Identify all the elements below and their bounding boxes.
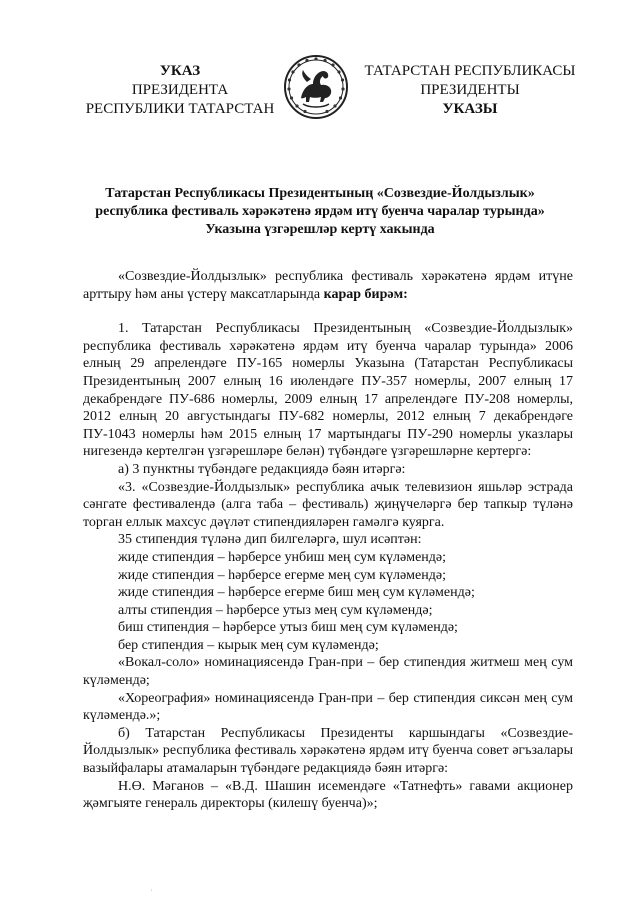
list-item: жиде стипендия – һәрберсе егерме мең сум күләмендә; xyxy=(118,567,446,583)
title-line-2: республика фестиваль хәрәкәтенә ярдәм итү буенча чаралар турында» xyxy=(95,204,545,219)
list-item: биш стипендия – һәрберсе утыз биш мең сум күләмендә; xyxy=(118,620,458,636)
preamble-text: «Созвездие-Йолдызлык» республика фестиваль хәрәкәтенә ярдәм итүне арттыру һәм аны үстерү максатларында xyxy=(83,269,573,302)
paragraph-vocal-grand-prix: «Вокал-соло» номинациясендә Гран-при – бер стипендия житмеш мең сум күләмендә; xyxy=(83,655,573,689)
header-left-line-3: РЕСПУБЛИКИ ТАТАРСТАН xyxy=(85,101,275,117)
title-line-3: Указына үзгәрешләр кертү хакында xyxy=(205,222,435,237)
header-left-russian xyxy=(60,62,300,119)
title-line-1: Татарстан Республикасы Президентының «Созвездие-Йолдызлык» xyxy=(105,186,535,201)
header-right-line-2: ПРЕЗИДЕНТЫ xyxy=(420,82,520,98)
paragraph-item-a: а) 3 пунктны түбәндәге редакциядә бәян итәргә: xyxy=(118,461,406,477)
header-right-tatar xyxy=(350,62,590,119)
list-item: жиде стипендия – һәрберсе егерме биш мең сум күләмендә; xyxy=(118,585,475,601)
scan-mark: , xyxy=(151,886,153,892)
paragraph-point-3: «3. «Созвездие-Йолдызлык» республика ачык телевизион яшьләр эстрада сәнгате фестивалендә (алга таба – фестиваль) җиңүчеләргә бер тапкыр түләнә торган еллык махсус дәүләт стипендияләрен гамәлгә куярга. xyxy=(83,479,573,530)
paragraph-gap xyxy=(83,303,573,320)
paragraph-choreography-grand-prix: «Хореография» номинациясендә Гран-при – бер стипендия сиксән мең сум күләмендә.»; xyxy=(83,690,573,724)
paragraph-maganov: Н.Ө. Мәганов – «В.Д. Шашин исемендәге «Татнефть» гавами акционер җәмгыяте генераль директоры (килешү буенча)»; xyxy=(83,778,573,812)
document-title xyxy=(60,185,580,239)
list-item: бер стипендия – кырык мең сум күләмендә; xyxy=(118,637,379,653)
paragraph-item-b: б) Татарстан Республикасы Президенты каршындагы «Созвездие-Йолдызлык» республика фестиваль хәрәкәтенә ярдәм итү буенча совет әгъзалары вазыйфалары атамаларын түбәндәге редакциядә бәян итәргә: xyxy=(83,725,573,777)
header-right-line-3: УКАЗЫ xyxy=(442,101,498,117)
paragraph-1: 1. Татарстан Республикасы Президентының «Созвездие-Йолдызлык» республика фестиваль хәрәкәтенә ярдәм итү буенча чаралар турында» 2006 елның 29 апрелендәге ПУ-165 номерлы Указына (Татарстан Республикасы Президентының 2007 елның 16 июлендәге ПУ-357 номерлы, 2007 елның 17 декабрендәге ПУ-686 номерлы, 2009 елның 17 апрелендәге ПУ-208 номерлы, 2012 елның 20 августындагы ПУ-682 номерлы, 2012 елның 7 декабрендәге ПУ-1043 номерлы һәм 2015 елның 17 мартындагы ПУ-290 номерлы указлары нигезендә кертелгән үзгәрешләре белән) түбәндәге үзгәрешләрне кертергә: xyxy=(83,321,573,460)
preamble-resolution: карар бирәм: xyxy=(323,286,408,302)
list-item: жиде стипендия – һәрберсе унбиш мең сум күләмендә; xyxy=(118,549,446,565)
document-body xyxy=(83,268,573,813)
header-right-line-1: ТАТАРСТАН РЕСПУБЛИКАСЫ xyxy=(364,63,576,79)
preamble-paragraph xyxy=(83,268,573,303)
header-left-line-2: ПРЕЗИДЕНТА xyxy=(131,82,229,98)
coat-of-arms-icon xyxy=(283,54,349,120)
header-left-line-1: УКАЗ xyxy=(159,63,201,79)
list-item: алты стипендия – һәрберсе утыз мең сум күләмендә; xyxy=(118,602,433,618)
paragraph-stipend-count: 35 стипендия түләнә дип билгеләргә, шул исәптән: xyxy=(118,532,422,548)
